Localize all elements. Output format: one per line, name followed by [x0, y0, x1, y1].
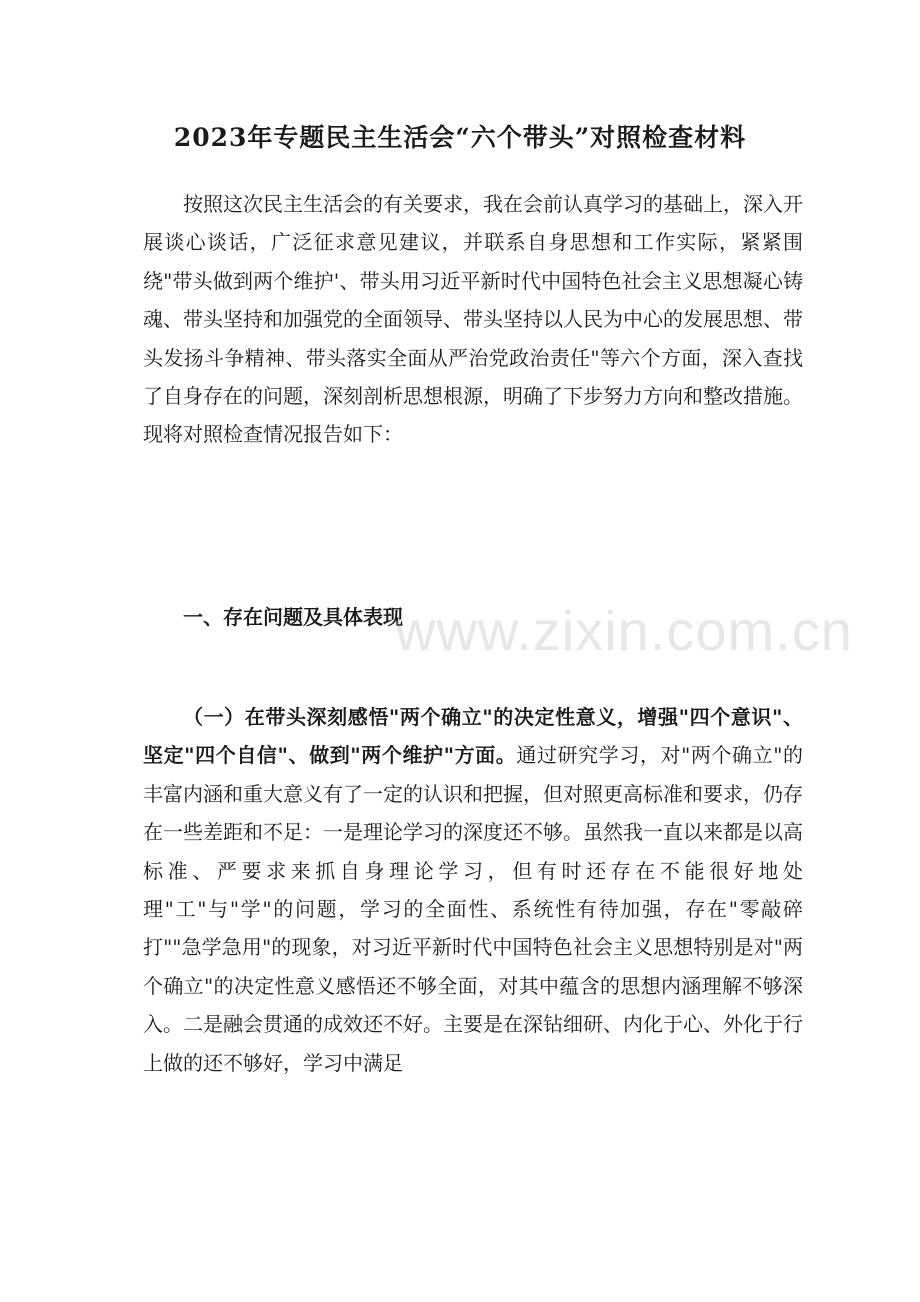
- intro-paragraph: 按照这次民主生活会的有关要求，我在会前认真学习的基础上，深入开展谈心谈话，广泛征求意见建议，并联系自身思想和工作实际，紧紧围绕"带头做到两个维护'、带头用习近平新时代中国特色社会主义思想凝心铸魂、带头坚持和加强党的全面领导、带头坚持以人民为中心的发展思想、带头发扬斗争精神、带头落实全面从严治党政治责任"等六个方面，深入查找了自身存在的问题，深刻剖析思想根源，明确了下步努力方向和整改措施。现将对照检查情况报告如下：: [143, 192, 803, 447]
- subsection-paragraph: [143, 698, 803, 1258]
- watermark: www.zixin.com.cn: [395, 599, 853, 662]
- document-title: 2023年专题民主生活会“六个带头”对照检查材料: [173, 123, 747, 152]
- section-heading: 一、存在问题及具体表现: [183, 605, 403, 629]
- subsection-body: 通过研究学习，对"两个确立"的丰富内涵和重大意义有了一定的认识和把握，但对照更高标准和要求，仍存在一些差距和不足：一是理论学习的深度还不够。虽然我一直以来都是以高标准、严要求来抓自身理论学习，但有时还存在不能很好地处理"工"与"学"的问题，学习的全面性、系统性有待加强，存在"零敲碎打""急学急用"的现象，对习近平新时代中国特色社会主义思想特别是对"两个确立"的决定性意义感悟还不够全面，对其中蕴含的思想内涵理解不够深入。二是融会贯通的成效还不好。主要是在深钻细研、内化于心、外化于行上做的还不够好，学习中满足: [143, 743, 803, 1075]
- subsection-heading: （一）在带头深刻感悟"两个确立"的决定性意义，增强"四个意识"、坚定"四个自信"、做到"两个维护"方面。: [143, 705, 803, 768]
